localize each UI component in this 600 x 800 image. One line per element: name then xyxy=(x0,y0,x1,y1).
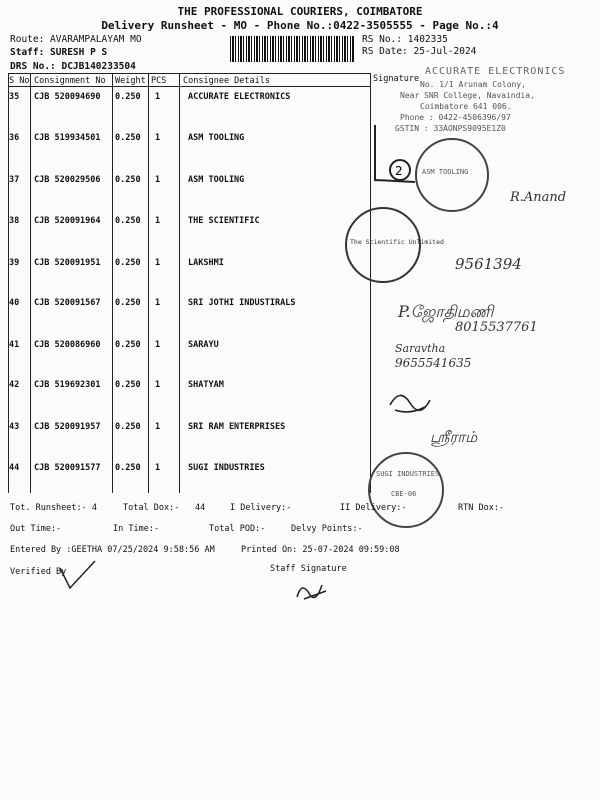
accurate-stamp-addr2: Near SNR College, Navaindia, xyxy=(400,91,535,100)
row-weight: 0.250 xyxy=(115,340,141,350)
company-title: THE PROFESSIONAL COURIERS, COIMBATORE xyxy=(177,5,423,18)
row-pcs: 1 xyxy=(155,216,161,226)
row-sno: 44 xyxy=(9,463,20,473)
col-header-weight: Weight xyxy=(115,76,146,86)
row-pcs: 1 xyxy=(155,463,161,473)
row-weight: 0.250 xyxy=(115,463,141,473)
row-weight: 0.250 xyxy=(115,216,141,226)
col-header-sno: S No xyxy=(9,76,30,86)
row-pcs: 1 xyxy=(155,92,161,102)
accurate-stamp-name: ACCURATE ELECTRONICS xyxy=(425,66,566,77)
rtn-dox: RTN Dox:- xyxy=(458,503,505,513)
col-header-consignee: Consignee Details xyxy=(183,76,270,86)
scientific-stamp-text: The Scientific Unlimited xyxy=(350,238,444,246)
row-consignee: THE SCIENTIFIC xyxy=(188,216,260,226)
entered-by: Entered By :GEETHA 07/25/2024 9:58:56 AM xyxy=(10,545,215,555)
total-dox-label: Total Dox:- xyxy=(123,503,180,513)
row-sno: 36 xyxy=(9,133,20,143)
row-pcs: 1 xyxy=(155,340,161,350)
row-consignee: SRI RAM ENTERPRISES xyxy=(188,422,286,432)
col-line xyxy=(179,73,180,493)
col-line xyxy=(30,73,31,493)
row-sno: 35 xyxy=(9,92,20,102)
row-weight: 0.250 xyxy=(115,175,141,185)
staff-label: Staff: SURESH P S xyxy=(10,47,108,58)
row-consignment: CJB 519692301 xyxy=(34,380,101,390)
row-consignment: CJB 519934501 xyxy=(34,133,101,143)
row-sno: 37 xyxy=(9,175,20,185)
row-consignee: LAKSHMI xyxy=(188,258,224,268)
row-consignment: CJB 520091567 xyxy=(34,298,101,308)
row-consignment: CJB 520094690 xyxy=(34,92,101,102)
route-label: Route: AVARAMPALAYAM MO xyxy=(10,34,142,45)
verified-by: Verified By xyxy=(10,567,67,577)
sugi-stamp-text: SUGI INDUSTRIES xyxy=(376,470,440,478)
row-sno: 43 xyxy=(9,422,20,432)
row-pcs: 1 xyxy=(155,298,161,308)
row-consignee: ASM TOOLING xyxy=(188,133,245,143)
in-time: In Time:- xyxy=(113,524,160,534)
row-consignee: ACCURATE ELECTRONICS xyxy=(188,92,291,102)
saranya-phone: 9655541635 xyxy=(395,356,472,370)
accurate-stamp-gstin: GSTIN : 33AONPS9095E1Z0 xyxy=(395,124,506,133)
row-weight: 0.250 xyxy=(115,422,141,432)
i-delivery: I Delivery:- xyxy=(230,503,292,513)
row-pcs: 1 xyxy=(155,380,161,390)
row-sno: 39 xyxy=(9,258,20,268)
barcode xyxy=(230,36,355,62)
row-consignment: CJB 520091957 xyxy=(34,422,101,432)
staff-signature-icon xyxy=(292,577,332,605)
accurate-stamp-addr3: Coimbatore 641 006. xyxy=(420,102,512,111)
row-pcs: 1 xyxy=(155,258,161,268)
saranya-signature: Saravtha xyxy=(395,342,446,355)
svg-text:2: 2 xyxy=(395,164,403,178)
row-weight: 0.250 xyxy=(115,380,141,390)
runsheet-subtitle: Delivery Runsheet - MO - Phone No.:0422-3505555 - Page No.:4 xyxy=(101,19,499,32)
asm-stamp-text: ASM TOOLING xyxy=(422,168,469,176)
row-consignee: SUGI INDUSTRIES xyxy=(188,463,265,473)
row-sno: 38 xyxy=(9,216,20,226)
col-line xyxy=(112,73,113,493)
row-sno: 40 xyxy=(9,298,20,308)
sugi-stamp-inner: CBE-06 xyxy=(391,490,417,498)
ii-delivery: II Delivery:- xyxy=(340,503,407,513)
printed-on: Printed On: 25-07-2024 09:59:08 xyxy=(241,545,400,555)
table-top-line xyxy=(8,73,370,74)
row-consignee: SRI JOTHI INDUSTIRALS xyxy=(188,298,296,308)
row-consignee: ASM TOOLING xyxy=(188,175,245,185)
row-consignment: CJB 520029506 xyxy=(34,175,101,185)
row-weight: 0.250 xyxy=(115,133,141,143)
row-weight: 0.250 xyxy=(115,298,141,308)
drs-number: DRS No.: DCJB140233504 xyxy=(10,61,136,72)
row-consignment: CJB 520091964 xyxy=(34,216,101,226)
lakshmi-signature-phone: 9561394 xyxy=(455,255,522,273)
staff-signature-label: Staff Signature xyxy=(270,564,347,574)
row-consignment: CJB 520091577 xyxy=(34,463,101,473)
col-header-signature: Signature xyxy=(373,74,420,84)
table-header-line xyxy=(8,86,370,87)
sriram-signature: ஸ்ரீராம் xyxy=(430,428,478,446)
row-pcs: 1 xyxy=(155,422,161,432)
row-consignment: CJB 520086960 xyxy=(34,340,101,350)
tot-runsheet: Tot. Runsheet:- 4 xyxy=(10,503,97,513)
col-line xyxy=(148,73,149,493)
jothi-phone: 8015537761 xyxy=(455,320,538,335)
col-header-consignment: Consignment No xyxy=(34,76,106,86)
jothi-signature: P.ஜோதிமணி xyxy=(398,302,494,321)
row-pcs: 1 xyxy=(155,133,161,143)
rs-number: RS No.: 1402335 xyxy=(362,34,448,45)
row-sno: 41 xyxy=(9,340,20,350)
row-consignee: SHATYAM xyxy=(188,380,224,390)
total-pod: Total POD:- xyxy=(209,524,266,534)
row-consignment: CJB 520091951 xyxy=(34,258,101,268)
rs-date: RS Date: 25-Jul-2024 xyxy=(362,46,477,57)
out-time: Out Time:- xyxy=(10,524,62,534)
verified-signature-icon xyxy=(55,558,100,593)
shatyam-signature-icon xyxy=(385,385,435,420)
row-sno: 42 xyxy=(9,380,20,390)
r-anand-signature: R.Anand xyxy=(510,190,567,205)
accurate-stamp-phone: Phone : 0422-4506396/97 xyxy=(400,113,511,122)
total-dox-value: 44 xyxy=(195,503,206,513)
row-pcs: 1 xyxy=(155,175,161,185)
col-header-pcs: PCS xyxy=(151,76,167,86)
delvy-points: Delvy Points:- xyxy=(291,524,363,534)
accurate-stamp-addr1: No. 1/1 Arunam Colony, xyxy=(420,80,526,89)
row-weight: 0.250 xyxy=(115,258,141,268)
row-weight: 0.250 xyxy=(115,92,141,102)
row-consignee: SARAYU xyxy=(188,340,219,350)
